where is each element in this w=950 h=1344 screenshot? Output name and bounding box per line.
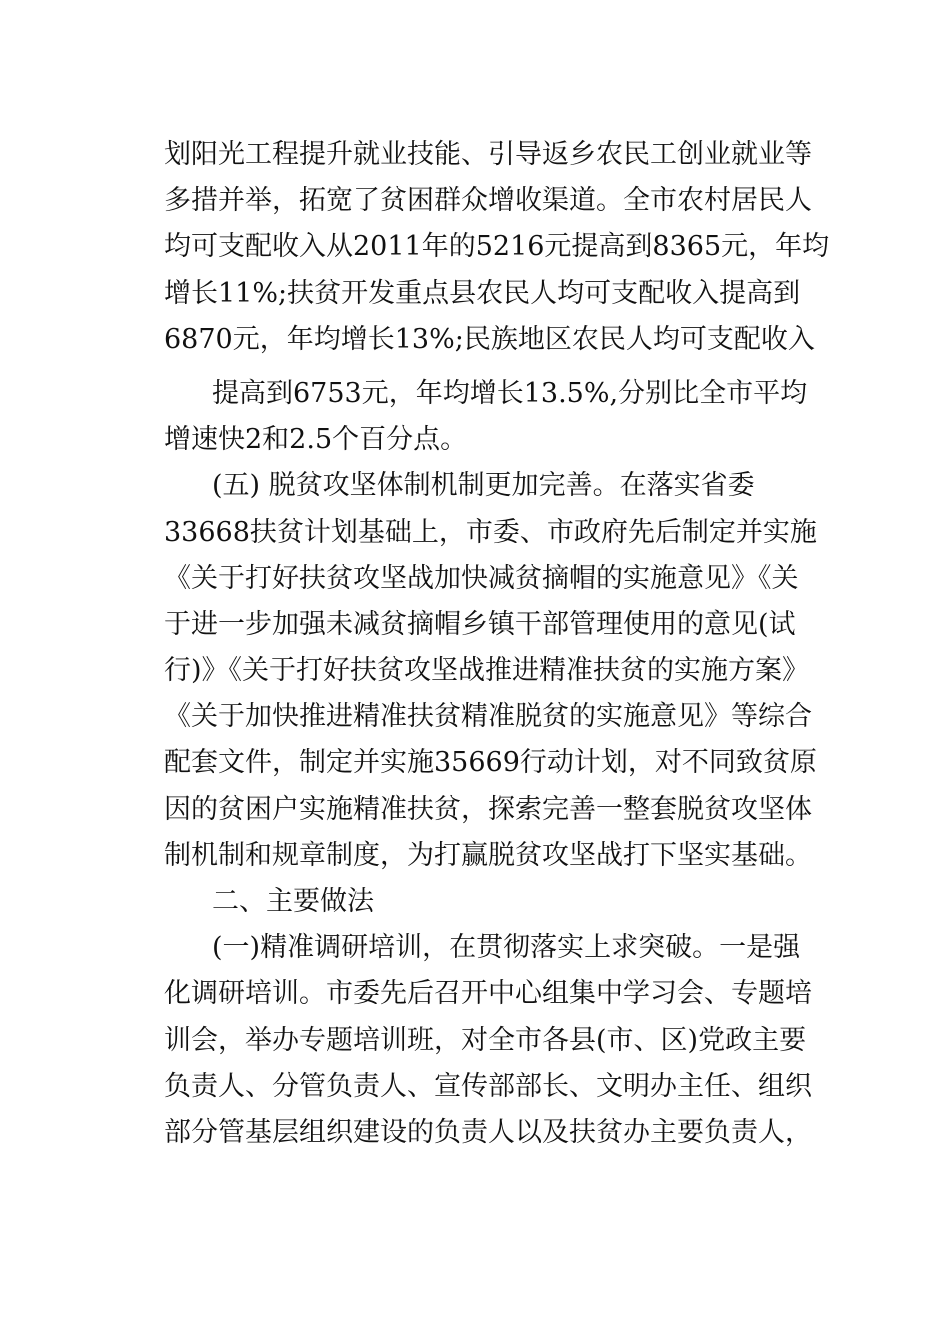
text-line: 《关于打好扶贫攻坚战加快减贫摘帽的实施意见》《关: [164, 562, 799, 594]
text-line: 增长11%;扶贫开发重点县农民人均可支配收入提高到: [164, 277, 801, 309]
text-line: 6870元，年均增长13%;民族地区农民人均可支配收入: [164, 323, 815, 355]
section-heading-line: (五) 脱贫攻坚体制机制更加完善。在落实省委: [212, 470, 755, 502]
text-line: 化调研培训。市委先后召开中心组集中学习会、专题培: [164, 978, 812, 1010]
text-line: 33668扶贫计划基础上，市委、市政府先后制定并实施: [164, 516, 817, 548]
text-line: 部分管基层组织建设的负责人以及扶贫办主要负责人，: [164, 1116, 812, 1148]
text-line: 多措并举，拓宽了贫困群众增收渠道。全市农村居民人: [164, 185, 812, 217]
text-line: 均可支配收入从2011年的5216元提高到8365元，年均: [164, 231, 830, 263]
text-line: 训会，举办专题培训班，对全市各县(市、区)党政主要: [164, 1024, 807, 1056]
text-line: 《关于加快推进精准扶贫精准脱贫的实施意见》等综合: [164, 701, 812, 733]
text-line: 配套文件，制定并实施35669行动计划，对不同致贫原: [164, 747, 817, 779]
paragraph-gap: [164, 363, 784, 371]
text-line: 行)》《关于打好扶贫攻坚战推进精准扶贫的实施方案》: [164, 655, 810, 687]
text-line: 因的贫困户实施精准扶贫，探索完善一整套脱贫攻坚体: [164, 793, 812, 825]
text-line: 于进一步加强未减贫摘帽乡镇干部管理使用的意见(试: [164, 608, 796, 640]
major-heading: 二、主要做法: [212, 886, 374, 917]
text-line: 制机制和规章制度，为打赢脱贫攻坚战打下坚实基础。: [164, 839, 812, 871]
text-line: 负责人、分管负责人、宣传部部长、文明办主任、组织: [164, 1070, 812, 1102]
section-heading-line: (一)精准调研培训，在贯彻落实上求突破。一是强: [212, 932, 801, 964]
paragraph-start-line: 提高到6753元，年均增长13.5%,分别比全市平均: [212, 377, 808, 409]
text-line: 增速快2和2.5个百分点。: [164, 424, 468, 456]
document-body: [164, 132, 830, 1156]
text-line: 划阳光工程提升就业技能、引导返乡农民工创业就业等: [164, 139, 812, 170]
